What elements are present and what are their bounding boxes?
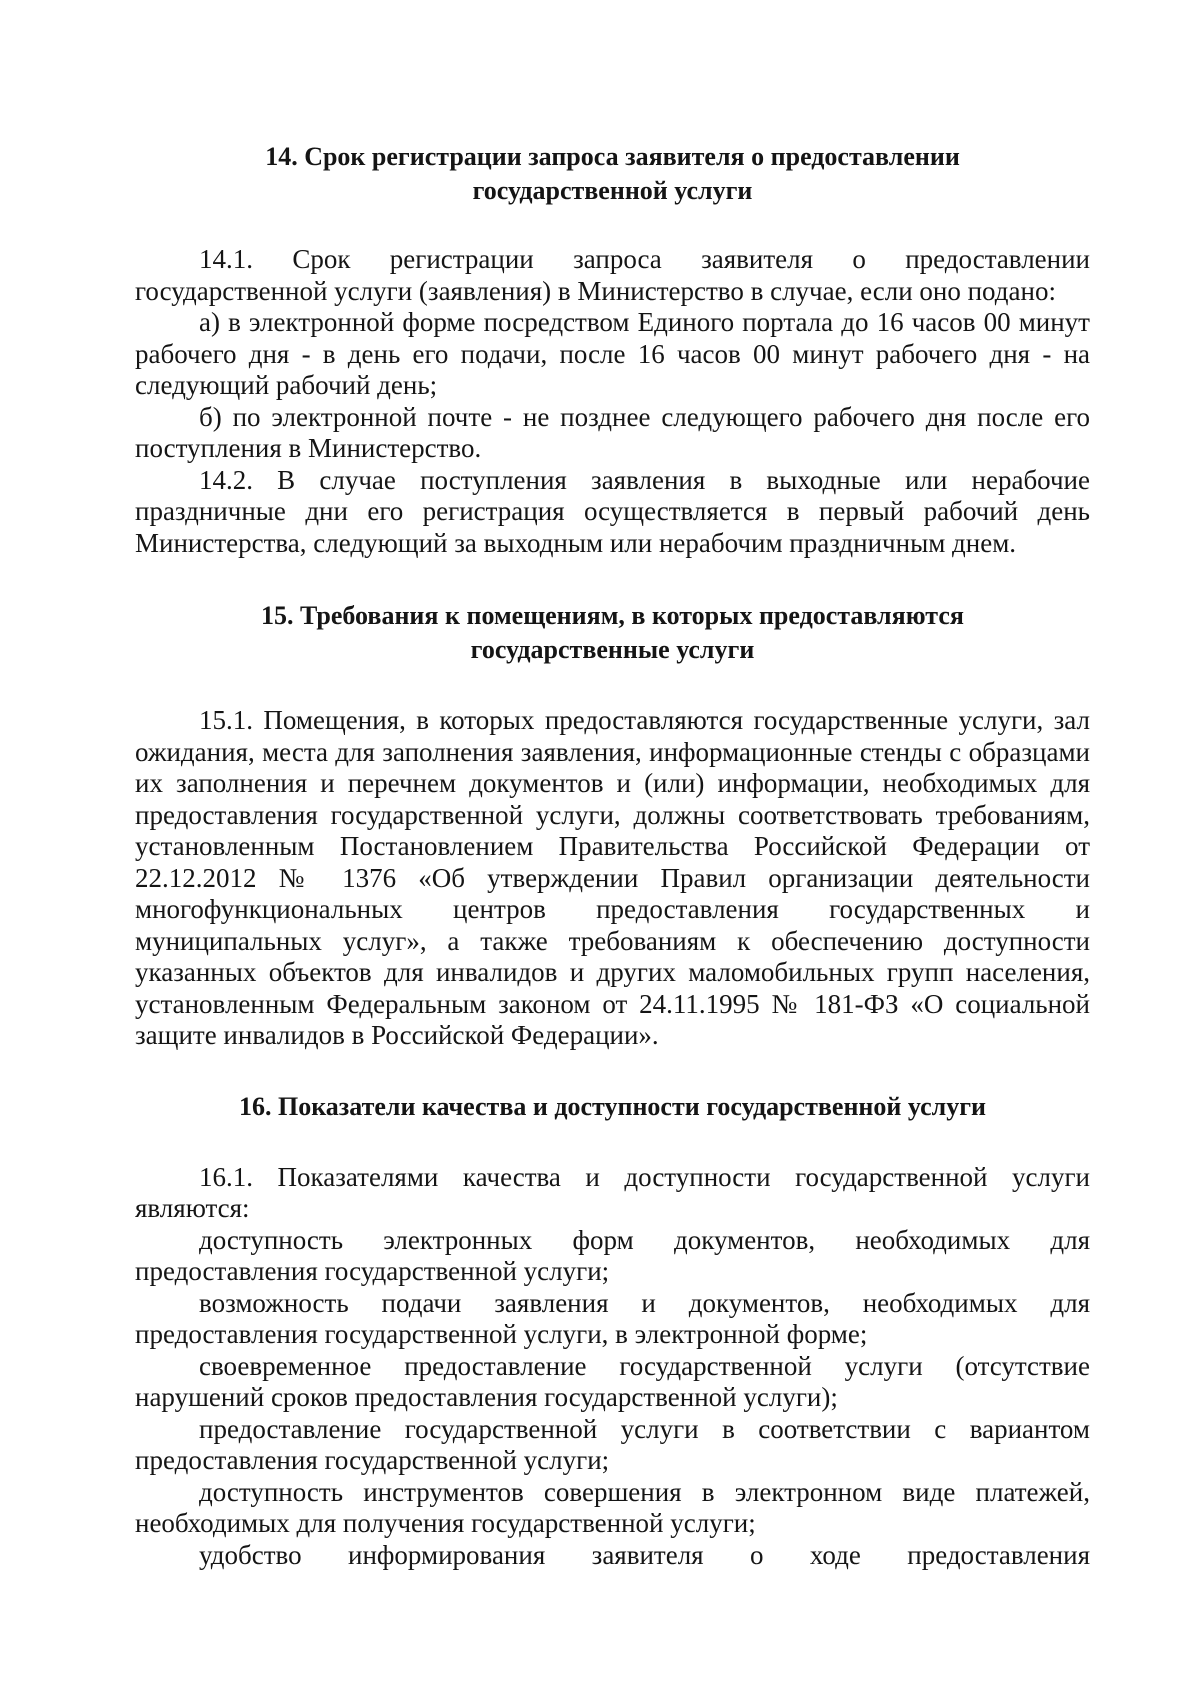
section-body xyxy=(135,705,1090,1052)
paragraph: доступность электронных форм документов, необходимых для предоставления государственной услуги; xyxy=(135,1224,1090,1286)
paragraph: удобство информирования заявителя о ходе предоставления xyxy=(199,1539,1090,1570)
paragraph: 14.2. В случае поступления заявления в выходные или нерабочие праздничные дни его регистрация осуществляется в первый рабочий день Министерства, следующий за выходным или нерабочим праздничным днем. xyxy=(135,464,1090,558)
paragraph: 14.1. Срок регистрации запроса заявителя о предоставлении государственной услуги (заявления) в Министерство в случае, если оно подано: xyxy=(135,244,1090,306)
paragraph: возможность подачи заявления и документов, необходимых для предоставления государственной услуги, в электронной форме; xyxy=(135,1287,1090,1349)
paragraph: 15.1. Помещения, в которых предоставляются государственные услуги, зал ожидания, места для заполнения заявления, информационные стенды с образцами их заполнения и перечнем документов и (или) информации, необходимых для предоставления государственной услуги, должны соответствовать требованиям, установленным Постановлением Правительства Российской Федерации от 22.12.2012 № 1376 «Об утверждении Правил организации деятельности многофункциональных центров предоставления государственных и муниципальных услуг», а также требованиям к обеспечению доступности указанных объектов для инвалидов и других маломобильных групп населения, установленным Федеральным законом от 24.11.1995 № 181-ФЗ «О социальной защите инвалидов в Российской Федерации». xyxy=(135,705,1090,1050)
section-body xyxy=(135,1162,1090,1572)
section-14 xyxy=(135,140,1090,559)
section-body xyxy=(135,244,1090,559)
paragraph: а) в электронной форме посредством Единого портала до 16 часов 00 минут рабочего дня - в день его подачи, после 16 часов 00 минут рабочего дня - на следующий рабочий день; xyxy=(135,307,1090,400)
section-15 xyxy=(135,599,1090,1052)
paragraph: предоставление государственной услуги в соответствии с вариантом предоставления государственной услуги; xyxy=(135,1413,1090,1475)
section-heading: 14. Срок регистрации запроса заявителя о предоставлении государственной услуги xyxy=(265,142,960,205)
paragraph: б) по электронной почте - не позднее следующего рабочего дня после его поступления в Министерство. xyxy=(135,401,1090,463)
section-heading: 16. Показатели качества и доступности государственной услуги xyxy=(238,1091,987,1121)
paragraph: своевременное предоставление государственной услуги (отсутствие нарушений сроков предоставления государственной услуги); xyxy=(135,1350,1090,1412)
paragraph: 16.1. Показателями качества и доступности государственной услуги являются: xyxy=(135,1161,1090,1223)
paragraph: доступность инструментов совершения в электронном виде платежей, необходимых для получения государственной услуги; xyxy=(135,1476,1090,1538)
section-16 xyxy=(135,1090,1090,1572)
section-heading: 15. Требования к помещениям, в которых предоставляются государственные услуги xyxy=(261,601,964,664)
